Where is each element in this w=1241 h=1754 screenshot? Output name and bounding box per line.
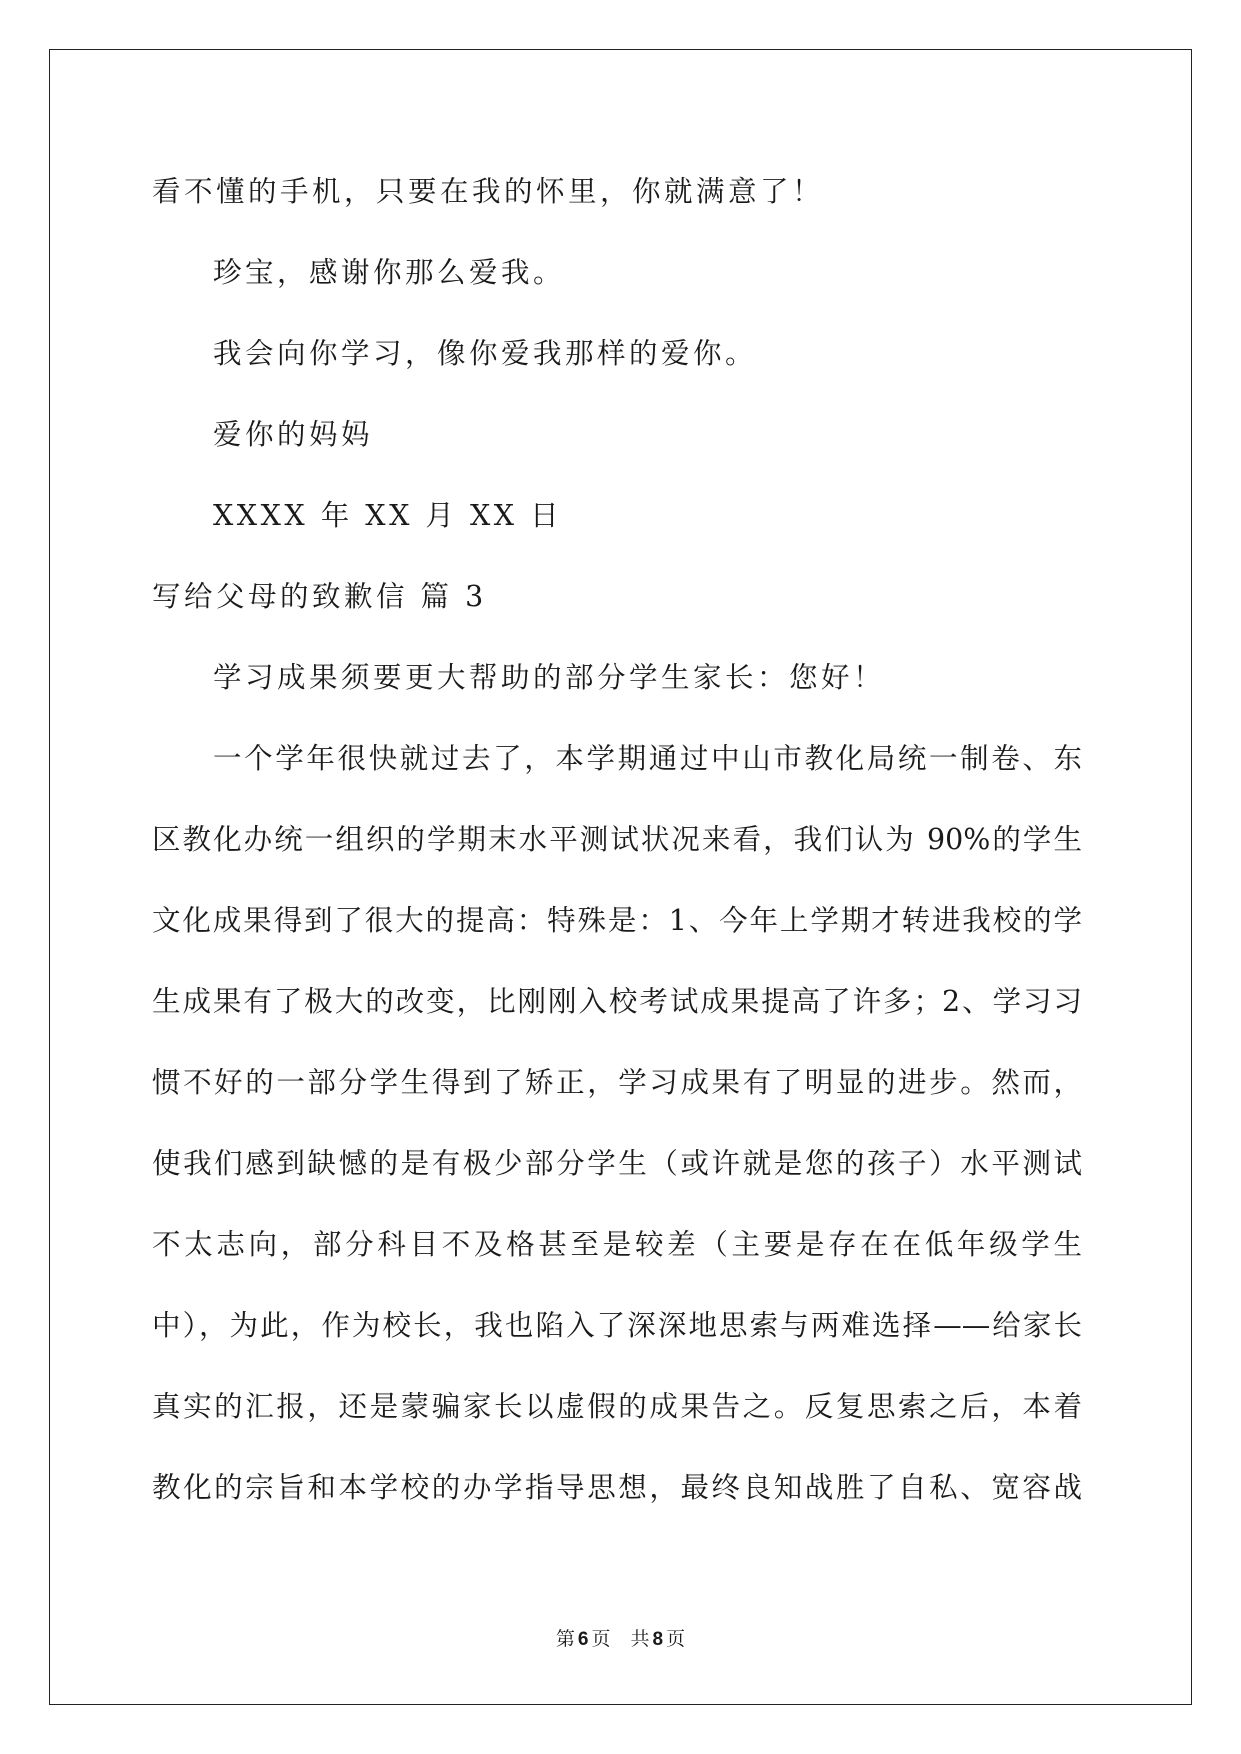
footer-page-current: 6 <box>577 1629 589 1650</box>
paragraph-line-9: 真实的汇报，还是蒙骗家长以虚假的成果告之。反复思索之后，本着 <box>152 1390 1082 1423</box>
footer-total-suffix: 页 <box>666 1628 686 1650</box>
paragraph-line-4: 生成果有了极大的改变，比刚刚入校考试成果提高了许多；2、学习习 <box>152 985 1082 1018</box>
paragraph-line-2: 区教化办统一组织的学期末水平测试状况来看，我们认为 90%的学生 <box>152 823 1082 856</box>
page-footer <box>0 1624 1241 1651</box>
paragraph-line-8: 中），为此，作为校长，我也陷入了深深地思索与两难选择——给家长 <box>152 1309 1082 1342</box>
paragraph-line-1: 一个学年很快就过去了，本学期通过中山市教化局统一制卷、东 <box>213 742 1082 775</box>
footer-total-prefix: 共 <box>630 1628 650 1650</box>
section-heading: 写给父母的致歉信 篇 3 <box>152 580 487 613</box>
paragraph-line-3: 文化成果得到了很大的提高：特殊是：1、今年上学期才转进我校的学 <box>152 904 1082 937</box>
date-line: XXXX 年 XX 月 XX 日 <box>213 499 563 532</box>
footer-page-suffix: 页 <box>591 1628 611 1650</box>
footer-page-prefix: 第 <box>555 1628 575 1650</box>
text-line-3: 我会向你学习，像你爱我那样的爱你。 <box>213 337 758 370</box>
page-border <box>49 49 1192 1705</box>
signature-line: 爱你的妈妈 <box>213 418 374 451</box>
footer-page-total: 8 <box>652 1629 664 1650</box>
salutation-line: 学习成果须要更大帮助的部分学生家长：您好！ <box>213 661 886 694</box>
text-line-2: 珍宝，感谢你那么爱我。 <box>213 256 566 289</box>
paragraph-line-5: 惯不好的一部分学生得到了矫正，学习成果有了明显的进步。然而， <box>152 1066 1082 1099</box>
paragraph-line-6: 使我们感到缺憾的是有极少部分学生（或许就是您的孩子）水平测试 <box>152 1147 1082 1180</box>
paragraph-line-7: 不太志向，部分科目不及格甚至是较差（主要是存在在低年级学生 <box>152 1228 1082 1261</box>
text-line-1: 看不懂的手机，只要在我的怀里，你就满意了！ <box>152 175 825 208</box>
paragraph-line-10: 教化的宗旨和本学校的办学指导思想，最终良知战胜了自私、宽容战 <box>152 1471 1082 1504</box>
